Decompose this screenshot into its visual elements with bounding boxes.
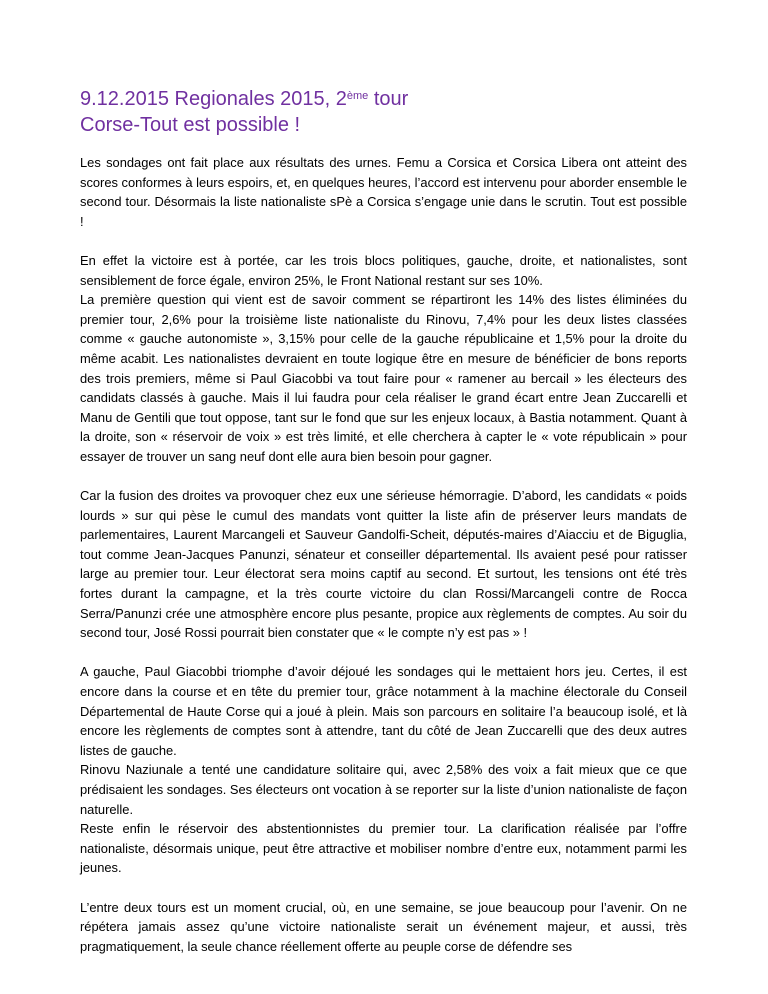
paragraph-text: Les sondages ont fait place aux résultats des urnes. Femu a Corsica et Corsica Libera ont atteint des scores conformes à leurs espoirs, et, en quelques heures, l’accord est intervenu pour aborder ensemble le second tour. Désormais la liste nationaliste sPè a Corsica s’engage unie dans le scrutin. Tout est possible ! bbox=[80, 155, 687, 229]
title-line-1 bbox=[80, 86, 700, 112]
page-title bbox=[80, 86, 700, 138]
paragraph-1 bbox=[80, 153, 687, 231]
article-body bbox=[80, 153, 687, 956]
title-date-text: 9.12.2015 Regionales 2015, 2 bbox=[80, 88, 347, 110]
title-superscript: ème bbox=[346, 90, 369, 102]
title-tour-text: tour bbox=[368, 88, 409, 110]
paragraph-text: Car la fusion des droites va provoquer chez eux une sérieuse hémorragie. D’abord, les candidats « poids lourds » sur qui pèse le cumul des mandats vont quitter la liste afin de préserver leurs mandats de parlementaires, Laurent Marcangeli et Sauveur Gandolfi-Scheit, députés-maires d’Aiacciu et de Biguglia, tout comme Jean-Jacques Panunzi, sénateur et conseiller départemental. Ils avaient pesé pour ratisser large au premier tour. Leur électorat sera moins captif au second. Et surtout, les tensions ont été très fortes durant la campagne, et la très courte victoire du clan Rossi/Marcangeli contre de Rocca Serra/Panunzi crée une atmosphère encore plus pesante, propice aux règlements de comptes. Au soir du second tour, José Rossi pourrait bien constater que « le compte n’y est pas » ! bbox=[80, 488, 687, 641]
paragraph-text: L’entre deux tours est un moment crucial, où, en une semaine, se joue beaucoup pour l’avenir. On ne répétera jamais assez qu’une victoire nationaliste serait un événement majeur, et aussi, très pragmatiquement, la seule chance réellement offerte au peuple corse de défendre ses bbox=[80, 899, 687, 954]
paragraph-text: A gauche, Paul Giacobbi triomphe d’avoir déjoué les sondages qui le mettaient hors jeu. Certes, il est encore dans la course et en tête du premier tour, grâce notamment à la machine électorale du Conseil Départemental de Haute Corse qui a joué à plein. Mais son parcours en solitaire l’a beaucoup isolé, et là encore les règlements de comptes sont à attendre, tant du côté de Jean Zuccarelli que des deux autres listes de gauche. bbox=[80, 664, 687, 758]
paragraph-2 bbox=[80, 251, 687, 467]
paragraph-text: Rinovu Naziunale a tenté une candidature solitaire qui, avec 2,58% des voix a fait mieux que ce que prédisaient les sondages. Ses électeurs ont vocation à se reporter sur la liste d’union nationaliste de façon naturelle. bbox=[80, 762, 687, 817]
paragraph-text: La première question qui vient est de savoir comment se répartiront les 14% des listes éliminées du premier tour, 2,6% pour la troisième liste nationaliste du Rinovu, 7,4% pour les deux listes classées comme « gauche autonomiste », 3,15% pour celle de la gauche républicaine et 1,5% pour la droite du même acabit. Les nationalistes devraient en toute logique être en mesure de bénéficier de bons reports des trois premiers, même si Paul Giacobbi va tout faire pour « ramener au bercail » les électeurs des candidats classés à gauche. Mais il lui faudra pour cela réaliser le grand écart entre Jean Zuccarelli et Manu de Gentili que tout oppose, tant sur le fond que sur les enjeux locaux, à Bastia notamment. Quant à la droite, son « réservoir de voix » est très limité, et elle cherchera à capter le « vote républicain » pour essayer de trouver un sang neuf dont elle aura bien besoin pour gagner. bbox=[80, 292, 687, 464]
paragraph-text: Reste enfin le réservoir des abstentionnistes du premier tour. La clarification réalisée par l’offre nationaliste, désormais unique, peut être attractive et mobiliser nombre d’entre eux, notamment parmi les jeunes. bbox=[80, 821, 687, 876]
paragraph-text: En effet la victoire est à portée, car les trois blocs politiques, gauche, droite, et nationalistes, sont sensiblement de force égale, environ 25%, le Front National restant sur ses 10%. bbox=[80, 252, 687, 288]
title-line-2: Corse-Tout est possible ! bbox=[80, 114, 301, 136]
paragraph-3 bbox=[80, 486, 687, 643]
paragraph-4 bbox=[80, 662, 687, 878]
paragraph-5 bbox=[80, 898, 687, 957]
